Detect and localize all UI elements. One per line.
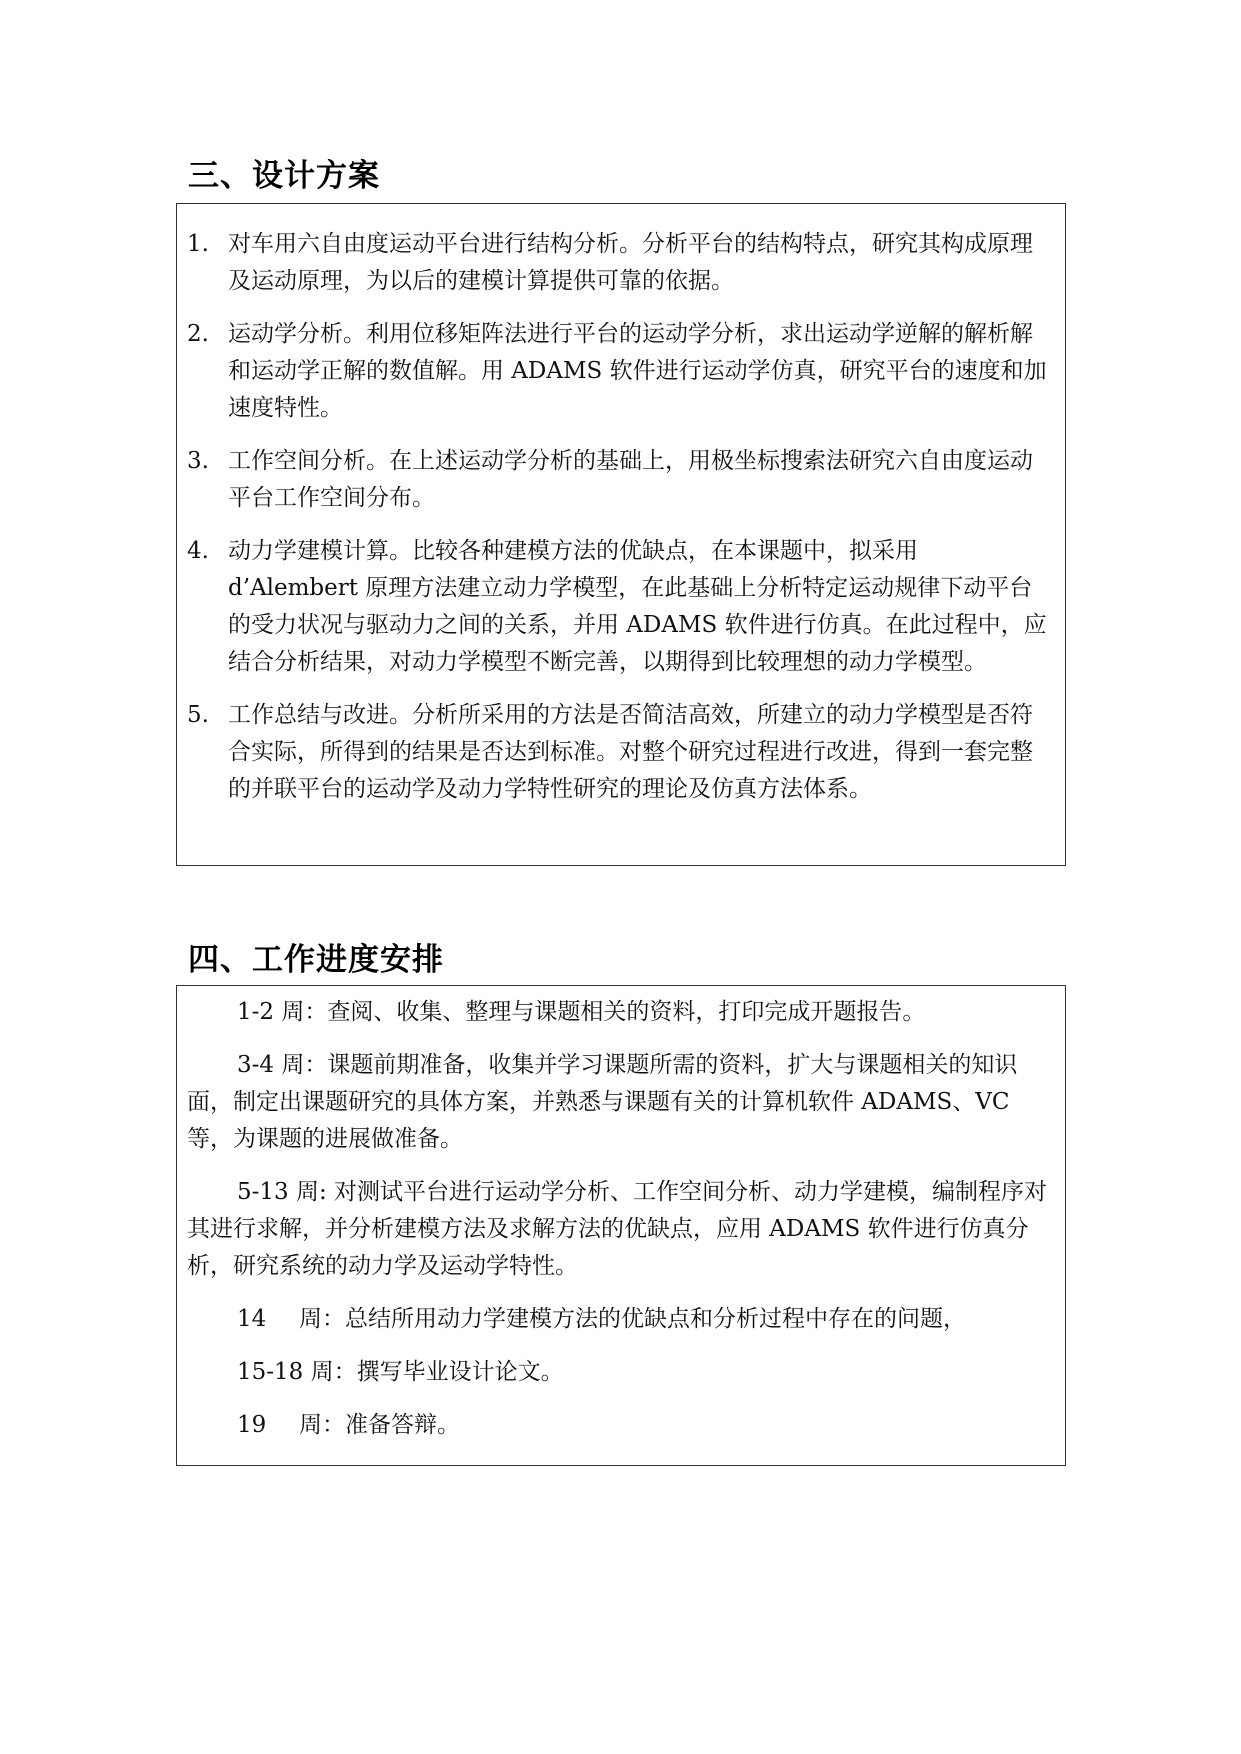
schedule-text: 对测试平台进行运动学分析、工作空间分析、动力学建模，编制程序对其进行求解，并分析建模方法及求解方法的优缺点，应用 ADAMS 软件进行仿真分析，研究系统的动力学及运动学特性。 bbox=[187, 1179, 1048, 1279]
schedule-week: 5-13 周: bbox=[237, 1179, 327, 1205]
design-plan-item bbox=[187, 697, 1055, 808]
schedule-box bbox=[176, 985, 1066, 1466]
item-number: 2. bbox=[187, 321, 209, 347]
design-plan-item bbox=[187, 533, 1055, 681]
schedule-text: 撰写毕业设计论文。 bbox=[356, 1359, 564, 1385]
item-text: 工作空间分析。在上述运动学分析的基础上，用极坐标搜索法研究六自由度运动平台工作空间分布。 bbox=[228, 448, 1033, 511]
schedule-week: 15-18 周： bbox=[237, 1359, 357, 1385]
schedule-text: 周：总结所用动力学建模方法的优缺点和分析过程中存在的问题， bbox=[299, 1306, 966, 1332]
schedule-list bbox=[177, 986, 1065, 1444]
schedule-week: 14 bbox=[237, 1306, 267, 1332]
design-plan-item bbox=[187, 226, 1055, 300]
item-number: 4. bbox=[187, 538, 209, 564]
item-text: 对车用六自由度运动平台进行结构分析。分析平台的结构特点，研究其构成原理及运动原理，为以后的建模计算提供可靠的依据。 bbox=[228, 231, 1033, 294]
schedule-week: 1-2 周： bbox=[237, 999, 328, 1025]
schedule-text: 课题前期准备，收集并学习课题所需的资料，扩大与课题相关的知识面，制定出课题研究的具体方案，并熟悉与课题有关的计算机软件 ADAMS、VC 等，为课题的进展做准备。 bbox=[187, 1052, 1018, 1152]
item-number: 1. bbox=[187, 231, 209, 257]
schedule-item bbox=[187, 1174, 1055, 1285]
schedule-week: 3-4 周： bbox=[237, 1052, 328, 1078]
design-plan-list bbox=[177, 204, 1065, 808]
schedule-item bbox=[187, 1407, 1055, 1444]
schedule-item bbox=[187, 1047, 1055, 1158]
item-text: 工作总结与改进。分析所采用的方法是否简洁高效，所建立的动力学模型是否符合实际，所得到的结果是否达到标准。对整个研究过程进行改进，得到一套完整的并联平台的运动学及动力学特性研究的理论及仿真方法体系。 bbox=[228, 702, 1033, 802]
design-plan-item bbox=[187, 316, 1055, 427]
schedule-text: 周：准备答辩。 bbox=[299, 1412, 460, 1438]
item-text: 动力学建模计算。比较各种建模方法的优缺点，在本课题中，拟采用 d’Alembert 原理方法建立动力学模型，在此基础上分析特定运动规律下动平台的受力状况与驱动力之间的关系，并用 ADAMS 软件进行仿真。在此过程中，应结合分析结果，对动力学模型不断完善，以期得到比较理想的动力学模型。 bbox=[228, 538, 1047, 675]
schedule-title: 四、工作进度安排 bbox=[188, 942, 444, 978]
design-plan-box bbox=[176, 203, 1066, 866]
item-text: 运动学分析。利用位移矩阵法进行平台的运动学分析，求出运动学逆解的解析解和运动学正解的数值解。用 ADAMS 软件进行运动学仿真，研究平台的速度和加速度特性。 bbox=[228, 321, 1047, 421]
schedule-item bbox=[187, 994, 1055, 1031]
schedule-item bbox=[187, 1301, 1055, 1338]
design-plan-title: 三、设计方案 bbox=[188, 158, 380, 194]
design-plan-item bbox=[187, 443, 1055, 517]
schedule-text: 查阅、收集、整理与课题相关的资料，打印完成开题报告。 bbox=[327, 999, 926, 1025]
item-number: 5. bbox=[187, 702, 209, 728]
item-number: 3. bbox=[187, 448, 209, 474]
schedule-item bbox=[187, 1354, 1055, 1391]
schedule-week: 19 bbox=[237, 1412, 267, 1438]
